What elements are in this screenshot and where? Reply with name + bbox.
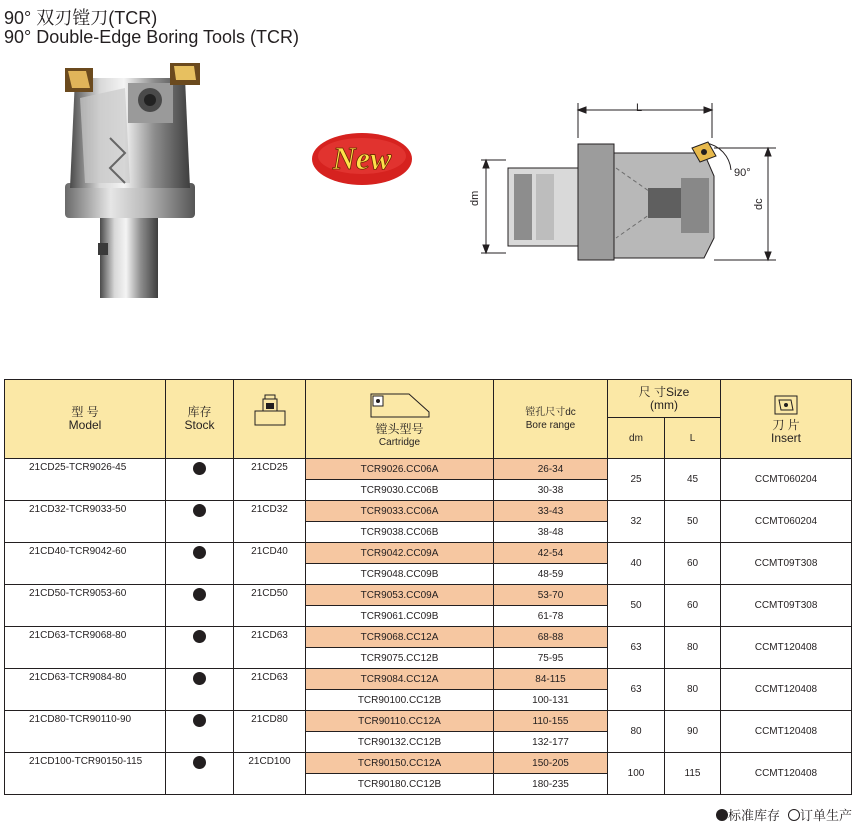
table-row (5, 627, 852, 648)
cell-L: 45 (665, 459, 721, 501)
cell-holder: 21CD32 (234, 501, 306, 543)
cell-cartridge-a: TCR9068.CC12A (306, 627, 494, 648)
product-table (4, 379, 852, 795)
cell-stock (166, 627, 234, 669)
cell-dm: 40 (608, 543, 665, 585)
title-cn: 90° 双刃镗刀(TCR) (4, 8, 158, 28)
cell-model: 21CD100-TCR90150-115 (5, 753, 166, 795)
cell-bore-b: 75-95 (494, 648, 608, 669)
stock-dot-icon (193, 756, 206, 769)
cell-bore-a: 68-88 (494, 627, 608, 648)
stock-dot-icon (193, 630, 206, 643)
header-cartridge: 镗头型号 Cartridge (306, 380, 494, 459)
cell-insert: CCMT09T308 (721, 543, 852, 585)
cell-model: 21CD63-TCR9068-80 (5, 627, 166, 669)
cell-bore-a: 150-205 (494, 753, 608, 774)
cell-L: 90 (665, 711, 721, 753)
cell-dm: 32 (608, 501, 665, 543)
stock-dot-icon (193, 462, 206, 475)
cell-bore-a: 42-54 (494, 543, 608, 564)
header-model: 型 号 Model (5, 380, 166, 459)
cartridge-icon (367, 390, 433, 420)
cell-bore-a: 84-115 (494, 669, 608, 690)
legend: 标准库存 订单生产 (716, 805, 852, 824)
cell-bore-b: 30-38 (494, 480, 608, 501)
table-row (5, 459, 852, 480)
cell-bore-a: 110-155 (494, 711, 608, 732)
cell-stock (166, 543, 234, 585)
cell-dm: 63 (608, 669, 665, 711)
cell-bore-a: 53-70 (494, 585, 608, 606)
cell-L: 80 (665, 627, 721, 669)
cell-cartridge-b: TCR9075.CC12B (306, 648, 494, 669)
cell-L: 50 (665, 501, 721, 543)
cell-bore-b: 100-131 (494, 690, 608, 711)
header-bore: 镗孔尺寸dc Bore range (494, 380, 608, 459)
table-row (5, 753, 852, 774)
table-row (5, 501, 852, 522)
stock-dot-icon (716, 809, 728, 821)
cell-bore-b: 180-235 (494, 774, 608, 795)
cell-stock (166, 585, 234, 627)
cell-holder: 21CD40 (234, 543, 306, 585)
dim-angle: 90° (734, 167, 751, 179)
cell-dm: 50 (608, 585, 665, 627)
stock-dot-icon (193, 546, 206, 559)
cell-dm: 25 (608, 459, 665, 501)
cell-bore-b: 38-48 (494, 522, 608, 543)
cell-cartridge-a: TCR9033.CC06A (306, 501, 494, 522)
cell-cartridge-b: TCR90180.CC12B (306, 774, 494, 795)
cell-cartridge-b: TCR9030.CC06B (306, 480, 494, 501)
header-insert: 刀 片 Insert (721, 380, 852, 459)
cell-holder: 21CD63 (234, 627, 306, 669)
cell-stock (166, 711, 234, 753)
cell-bore-b: 132-177 (494, 732, 608, 753)
dim-dm: dm (469, 190, 481, 206)
cell-bore-a: 33-43 (494, 501, 608, 522)
title-en: 90° Double-Edge Boring Tools (TCR) (4, 27, 300, 47)
cell-cartridge-a: TCR90110.CC12A (306, 711, 494, 732)
cell-stock (166, 501, 234, 543)
table-row (5, 669, 852, 690)
dim-L: L (636, 102, 643, 114)
cell-model: 21CD50-TCR9053-60 (5, 585, 166, 627)
cell-cartridge-a: TCR9084.CC12A (306, 669, 494, 690)
cell-model: 21CD40-TCR9042-60 (5, 543, 166, 585)
tool-photo (50, 58, 210, 303)
holder-icon (253, 393, 287, 443)
cell-cartridge-a: TCR9053.CC09A (306, 585, 494, 606)
cell-cartridge-b: TCR90100.CC12B (306, 690, 494, 711)
cell-holder: 21CD63 (234, 669, 306, 711)
cell-bore-a: 26-34 (494, 459, 608, 480)
cell-insert: CCMT120408 (721, 753, 852, 795)
cell-stock (166, 753, 234, 795)
cell-insert: CCMT060204 (721, 501, 852, 543)
cell-cartridge-a: TCR90150.CC12A (306, 753, 494, 774)
cell-insert: CCMT120408 (721, 669, 852, 711)
cell-model: 21CD32-TCR9033-50 (5, 501, 166, 543)
cell-model: 21CD63-TCR9084-80 (5, 669, 166, 711)
cell-L: 115 (665, 753, 721, 795)
header-L: L (665, 418, 721, 459)
cell-holder: 21CD50 (234, 585, 306, 627)
cell-cartridge-a: TCR9026.CC06A (306, 459, 494, 480)
cell-cartridge-a: TCR9042.CC09A (306, 543, 494, 564)
cell-dm: 100 (608, 753, 665, 795)
order-ring-icon (788, 809, 800, 821)
cell-L: 80 (665, 669, 721, 711)
new-badge-text: New (332, 140, 392, 176)
cell-insert: CCMT060204 (721, 459, 852, 501)
cell-insert: CCMT120408 (721, 627, 852, 669)
stock-dot-icon (193, 588, 206, 601)
header-stock: 库存 Stock (166, 380, 234, 459)
stock-dot-icon (193, 672, 206, 685)
cell-stock (166, 459, 234, 501)
cell-bore-b: 48-59 (494, 564, 608, 585)
table-row (5, 543, 852, 564)
cell-holder: 21CD25 (234, 459, 306, 501)
header-holder-icon (234, 380, 306, 459)
new-badge (310, 130, 415, 188)
cell-L: 60 (665, 585, 721, 627)
insert-icon (773, 394, 799, 416)
cell-cartridge-b: TCR90132.CC12B (306, 732, 494, 753)
stock-dot-icon (193, 504, 206, 517)
cell-insert: CCMT09T308 (721, 585, 852, 627)
cell-cartridge-b: TCR9061.CC09B (306, 606, 494, 627)
cell-cartridge-b: TCR9048.CC09B (306, 564, 494, 585)
header-size: 尺 寸Size (mm) (608, 380, 721, 418)
cell-cartridge-b: TCR9038.CC06B (306, 522, 494, 543)
cell-dm: 63 (608, 627, 665, 669)
cell-holder: 21CD100 (234, 753, 306, 795)
cell-insert: CCMT120408 (721, 711, 852, 753)
cell-model: 21CD25-TCR9026-45 (5, 459, 166, 501)
cell-model: 21CD80-TCR90110-90 (5, 711, 166, 753)
table-row (5, 585, 852, 606)
cell-holder: 21CD80 (234, 711, 306, 753)
technical-drawing (466, 98, 786, 273)
table-row (5, 711, 852, 732)
header-dm: dm (608, 418, 665, 459)
dim-dc: dc (753, 198, 765, 210)
cell-dm: 80 (608, 711, 665, 753)
cell-stock (166, 669, 234, 711)
cell-L: 60 (665, 543, 721, 585)
stock-dot-icon (193, 714, 206, 727)
cell-bore-b: 61-78 (494, 606, 608, 627)
